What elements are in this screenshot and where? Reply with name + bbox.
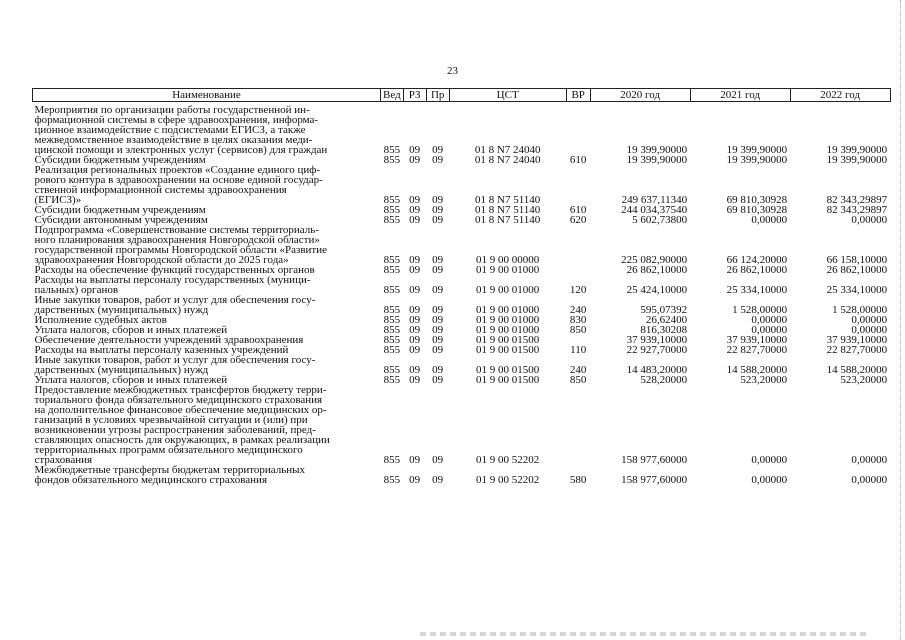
cell-y2020: 19 399,90000 [626, 154, 688, 166]
cell-rz: 09 [409, 454, 421, 466]
row-name [33, 105, 381, 155]
table-row [33, 105, 891, 155]
row-name-line: Предоставление межбюджетных трансфертов бюджету терри- [34, 384, 327, 396]
cell-pr: 09 [432, 314, 444, 326]
cell-pr: 09 [432, 264, 444, 276]
cell-y2021: 0,00000 [751, 324, 788, 336]
cell-y2021: 0,00000 [751, 454, 788, 466]
cell-y2021: 1 528,00000 [732, 304, 788, 316]
cell-y2022: 82 343,29897 [826, 204, 888, 216]
cell-y2020: 14 483,20000 [626, 364, 688, 376]
cell-cst: 01 8 N7 51140 [475, 194, 541, 206]
row-name-line: государственной программы Новгородской области «Развитие [34, 244, 327, 256]
cell-y2022: 82 343,29897 [826, 194, 888, 206]
cell-cst: 01 9 00 52202 [476, 474, 540, 486]
cell-y2021: 14 588,20000 [726, 364, 788, 376]
row-name-line: ного планирования здравоохранения Новгородской области» [34, 234, 320, 246]
cell-cst: 01 9 00 01500 [476, 334, 540, 346]
table-row [33, 355, 891, 375]
cell-y2022: 22 827,70000 [826, 344, 888, 356]
cell-vr: 580 [569, 474, 587, 486]
cell-y2020: 158 977,60000 [621, 474, 688, 486]
row-name-line: фондов обязательного медицинского страхования [34, 474, 267, 486]
cell-vr: 110 [570, 344, 587, 356]
cell-ved: 855 [383, 144, 401, 156]
row-name-line: пальных) органов [34, 284, 119, 296]
cell-y2022: 0,00000 [851, 454, 888, 466]
row-name-line: формационной системы в сфере здравоохранения, информа- [34, 114, 319, 126]
cell-rz: 09 [409, 204, 421, 216]
row-name-line: территориальных программ обязательного медицинского [34, 444, 303, 456]
cell-y2020: 25 424,10000 [626, 284, 688, 296]
row-name-line: дарственных (муниципальных) нужд [34, 304, 209, 316]
table-row [33, 465, 891, 485]
row-name-line: Уплата налогов, сборов и иных платежей [34, 324, 228, 336]
cell-ved: 855 [383, 474, 401, 486]
cell-ved: 855 [383, 154, 401, 166]
row-name-line: (ЕГИСЗ)» [34, 194, 82, 206]
cell-y2020: 249 637,11340 [621, 194, 688, 206]
cell-ved: 855 [383, 454, 401, 466]
row-name-line: Расходы на обеспечение функций государственных органов [34, 264, 315, 276]
row-name-line: рового контура в здравоохранении на основе единой государ- [34, 174, 323, 186]
cell-pr: 09 [432, 194, 444, 206]
cell-pr: 09 [432, 344, 444, 356]
cell-y2020: 244 034,37540 [621, 204, 688, 216]
cell-y2021: 0,00000 [751, 474, 788, 486]
cell-ved: 855 [383, 254, 401, 266]
cell-cst: 01 9 00 01000 [476, 264, 540, 276]
cell-y2020: 22 927,70000 [626, 344, 688, 356]
header-vr: ВР [566, 89, 590, 102]
cell-cst: 01 8 N7 51140 [475, 204, 541, 216]
table-row [33, 225, 891, 265]
cell-vr [566, 105, 590, 155]
cell-rz: 09 [409, 334, 421, 346]
row-name-line: ставляющих опасность для окружающих, в рамках реализации [34, 434, 330, 446]
cell-rz: 09 [409, 194, 421, 206]
row-name-line: Субсидии автономным учреждениям [34, 214, 208, 226]
row-name-line: Уплата налогов, сборов и иных платежей [34, 374, 228, 386]
cell-ved: 855 [383, 194, 401, 206]
cell-y2020: 158 977,60000 [621, 454, 688, 466]
cell-vr [566, 165, 590, 205]
header-rz: РЗ [403, 89, 426, 102]
cell-cst: 01 9 00 01500 [476, 374, 540, 386]
cell-vr: 240 [569, 304, 587, 316]
cell-y2021: 523,20000 [740, 374, 788, 386]
cell-ved: 855 [383, 284, 401, 296]
cell-cst: 01 9 00 01000 [476, 314, 540, 326]
cell-y2021: 37 939,10000 [726, 334, 788, 346]
row-name-line: Подпрограмма «Совершенствование системы территориаль- [34, 224, 319, 236]
cell-vr [566, 225, 590, 265]
row-name [33, 165, 381, 205]
cell-pr: 09 [432, 144, 444, 156]
row-name-line: ториального фонда обязательного медицинского страхования [34, 394, 323, 406]
cell-y2020: 19 399,90000 [626, 144, 688, 156]
cell-ved: 855 [383, 364, 401, 376]
cell-y2020: 816,30208 [640, 324, 688, 336]
cell-y2021: 66 124,20000 [726, 254, 788, 266]
cell-y2021: 22 827,70000 [726, 344, 788, 356]
cell-rz: 09 [409, 374, 421, 386]
row-name-line: межведомственное взаимодействие в целях оказания меди- [34, 134, 313, 146]
cell-pr: 09 [432, 324, 444, 336]
scan-bottom-smudge [420, 632, 870, 636]
cell-cst: 01 8 N7 51140 [475, 214, 541, 226]
row-name-line: Иные закупки товаров, работ и услуг для обеспечения госу- [34, 354, 316, 366]
cell-y2022: 0,00000 [851, 314, 888, 326]
cell-rz: 09 [409, 344, 421, 356]
table-row [33, 385, 891, 465]
row-name-line: Субсидии бюджетным учреждениям [34, 154, 206, 166]
row-name-line: ционное взаимодействие с подсистемами ЕГИСЗ, а также [34, 124, 306, 136]
cell-vr: 610 [569, 154, 587, 166]
cell-y2022: 0,00000 [851, 474, 888, 486]
cell-rz: 09 [409, 154, 421, 166]
cell-cst: 01 9 00 01500 [476, 344, 540, 356]
cell-rz: 09 [409, 304, 421, 316]
cell-pr: 09 [432, 254, 444, 266]
header-2022: 2022 год [790, 89, 890, 102]
cell-cst: 01 8 N7 24040 [474, 154, 541, 166]
cell-y2021: 19 399,90000 [726, 154, 788, 166]
cell-y2021: 19 399,90000 [726, 144, 788, 156]
cell-y2020: 37 939,10000 [626, 334, 688, 346]
row-name [33, 465, 381, 485]
cell-pr: 09 [432, 214, 444, 226]
cell-vr: 620 [569, 214, 587, 226]
cell-rz: 09 [409, 324, 421, 336]
cell-y2020: 528,20000 [640, 374, 688, 386]
row-name [33, 355, 381, 375]
cell-y2021: 69 810,30928 [726, 194, 788, 206]
cell-pr: 09 [432, 334, 444, 346]
cell-rz: 09 [409, 314, 421, 326]
row-name-line: Обеспечение деятельности учреждений здравоохранения [34, 334, 304, 346]
cell-cst: 01 8 N7 24040 [474, 144, 541, 156]
cell-vr: 850 [569, 324, 587, 336]
cell-y2021: 0,00000 [751, 214, 788, 226]
cell-y2022: 19 399,90000 [826, 154, 888, 166]
header-pr: Пр [426, 89, 449, 102]
cell-cst: 01 9 00 01000 [476, 284, 540, 296]
cell-y2022: 26 862,10000 [826, 264, 888, 276]
cell-ved: 855 [383, 204, 401, 216]
cell-rz: 09 [409, 144, 421, 156]
cell-y2022: 25 334,10000 [826, 284, 888, 296]
scan-edge-mark [897, 0, 901, 640]
cell-cst: 01 9 00 01000 [476, 304, 540, 316]
cell-cst: 01 9 00 01500 [476, 364, 540, 376]
cell-pr: 09 [432, 474, 444, 486]
cell-ved: 855 [383, 264, 401, 276]
page-number: 23 [447, 65, 458, 77]
row-name-line: Реализация региональных проектов «Создание единого циф- [34, 164, 321, 176]
cell-y2022: 0,00000 [851, 324, 888, 336]
row-name [33, 225, 381, 265]
cell-ved: 855 [383, 324, 401, 336]
cell-ved: 855 [383, 374, 401, 386]
cell-pr: 09 [432, 154, 444, 166]
row-name-line: страхования [34, 454, 93, 466]
cell-y2020: 225 082,90000 [621, 254, 688, 266]
cell-pr: 09 [432, 454, 444, 466]
cell-vr: 120 [569, 284, 587, 296]
cell-vr: 850 [569, 374, 587, 386]
cell-cst: 01 9 00 01000 [476, 324, 540, 336]
cell-y2022: 0,00000 [851, 214, 888, 226]
cell-y2022: 14 588,20000 [826, 364, 888, 376]
cell-vr: 830 [569, 314, 587, 326]
row-name-line: здравоохранения Новгородской области до 2025 года» [34, 254, 289, 266]
row-name-line: Расходы на выплаты персоналу государственных (муници- [34, 274, 311, 286]
header-2020: 2020 год [590, 89, 690, 102]
cell-y2021: 25 334,10000 [726, 284, 788, 296]
cell-pr: 09 [432, 304, 444, 316]
table-row [33, 275, 891, 295]
cell-pr: 09 [432, 374, 444, 386]
cell-pr: 09 [432, 204, 444, 216]
table-body [33, 102, 891, 486]
cell-rz: 09 [409, 364, 421, 376]
cell-vr [566, 265, 590, 275]
cell-y2022: 66 158,10000 [826, 254, 888, 266]
cell-y2020: 26 862,10000 [626, 264, 688, 276]
cell-cst: 01 9 00 52202 [476, 454, 540, 466]
cell-ved: 855 [383, 344, 401, 356]
cell-y2022: 19 399,90000 [826, 144, 888, 156]
header-2021: 2021 год [690, 89, 790, 102]
cell-ved: 855 [383, 314, 401, 326]
header-cst: ЦСТ [449, 89, 566, 102]
cell-rz: 09 [409, 284, 421, 296]
cell-y2021: 69 810,30928 [726, 204, 788, 216]
cell-vr: 610 [569, 204, 587, 216]
cell-rz: 09 [409, 264, 421, 276]
cell-vr: 240 [569, 364, 587, 376]
row-name-line: Межбюджетные трансферты бюджетам территориальных [34, 464, 306, 476]
row-name-line: дарственных (муниципальных) нужд [34, 364, 209, 376]
cell-y2022: 1 528,00000 [832, 304, 888, 316]
cell-ved: 855 [383, 214, 401, 226]
row-name-line: Субсидии бюджетным учреждениям [34, 204, 206, 216]
row-name-line: возникновении угрозы распространения заболеваний, пред- [34, 424, 316, 436]
row-name-line: Мероприятия по организации работы государственной ин- [34, 104, 310, 116]
row-name-line: на дополнительное финансовое обеспечение медицинских ор- [34, 404, 327, 416]
table-row [33, 295, 891, 315]
cell-rz: 09 [409, 474, 421, 486]
cell-y2022: 37 939,10000 [826, 334, 888, 346]
row-name-line: Исполнение судебных актов [34, 314, 167, 326]
header-name: Наименование [33, 89, 381, 102]
row-name-line: Иные закупки товаров, работ и услуг для обеспечения госу- [34, 294, 316, 306]
row-name [33, 295, 381, 315]
cell-vr [566, 385, 590, 465]
cell-ved: 855 [383, 304, 401, 316]
cell-pr: 09 [432, 364, 444, 376]
cell-y2021: 26 862,10000 [726, 264, 788, 276]
cell-y2020: 595,07392 [640, 304, 688, 316]
table-header [33, 89, 891, 102]
row-name [33, 385, 381, 465]
cell-pr: 09 [432, 284, 444, 296]
header-ved: Вед [381, 89, 404, 102]
cell-rz: 09 [409, 214, 421, 226]
cell-rz: 09 [409, 254, 421, 266]
cell-y2022: 523,20000 [840, 374, 888, 386]
cell-y2021: 0,00000 [751, 314, 788, 326]
table-row [33, 165, 891, 205]
row-name-line: цинской помощи и электронных услуг (сервисов) для граждан [34, 144, 328, 156]
row-name [33, 275, 381, 295]
cell-y2020: 26,62400 [645, 314, 688, 326]
cell-cst: 01 9 00 00000 [476, 254, 540, 266]
cell-y2020: 5 602,73800 [632, 214, 688, 226]
row-name-line: Расходы на выплаты персоналу казенных учреждений [34, 344, 289, 356]
budget-table [32, 88, 891, 485]
row-name-line: ганизаций в условиях чрезвычайной ситуации и (или) при [34, 414, 308, 426]
row-name-line: ственной информационной системы здравоохранения [34, 184, 287, 196]
cell-ved: 855 [383, 334, 401, 346]
